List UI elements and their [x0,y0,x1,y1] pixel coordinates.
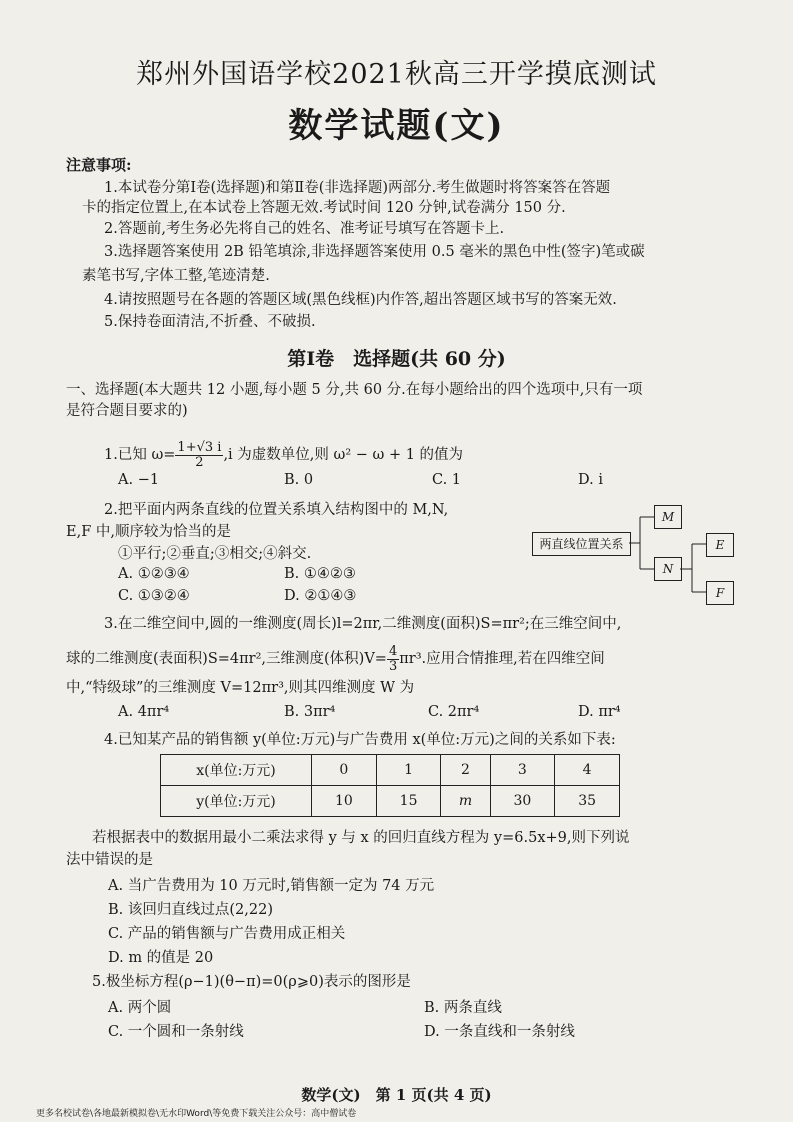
exam-subtitle: 数学试题(文) [288,106,505,146]
q3-text-b: πr³.应用合情推理,若在四维空间 [399,651,605,667]
question-1 [104,440,463,470]
q2-line: E,F 中,顺序较为恰当的是 [66,524,231,540]
notice-line: 5.保持卷面清洁,不折叠、不破损. [104,314,316,330]
q3-option-d: D. πr⁴ [578,704,621,720]
q2-option-c: C. ①③②④ [118,588,190,604]
q1-prefix: 1.已知 ω= [104,447,176,463]
table-cell: x(单位:万元) [161,755,312,786]
table-cell: y(单位:万元) [161,786,312,817]
section-title: 第Ⅰ卷 选择题(共 60 分) [287,348,506,370]
q5-option-a: A. 两个圆 [108,1000,172,1016]
table-cell: 15 [376,786,441,817]
q1-option-c: C. 1 [432,472,462,488]
table-cell: 35 [555,786,620,817]
table-cell: 10 [312,786,377,817]
q4-option-b: B. 该回归直线过点(2,22) [108,902,273,918]
q4-line: 4.已知某产品的销售额 y(单位:万元)与广告费用 x(单位:万元)之间的关系如下表: [104,732,616,748]
notice-line: 1.本试卷分第Ⅰ卷(选择题)和第Ⅱ卷(非选择题)两部分.考生做题时将答案答在答题 [104,180,611,196]
diagram-box-f: F [706,581,734,605]
exam-title: 郑州外国语学校2021秋高三开学摸底测试 [136,59,657,90]
notice-line: 2.答题前,考生务必先将自己的姓名、准考证号填写在答题卡上. [104,221,505,237]
q5-line: 5.极坐标方程(ρ−1)(θ−π)=0(ρ⩾0)表示的图形是 [92,974,411,990]
table-row [161,786,620,817]
q3-option-c: C. 2πr⁴ [428,704,480,720]
notice-line: 素笔书写,字体工整,笔迹清楚. [82,268,270,284]
q1-suffix: ,i 为虚数单位,则 ω² − ω + 1 的值为 [223,447,464,463]
q4-option-c: C. 产品的销售额与广告费用成正相关 [108,926,346,942]
q3-fraction [387,645,399,674]
q1-option-a: A. −1 [118,472,160,488]
q5-option-c: C. 一个圆和一条射线 [108,1024,244,1040]
table-row [161,755,620,786]
q1-option-b: B. 0 [284,472,314,488]
q1-fraction [175,441,223,470]
section-intro: 一、选择题(本大题共 12 小题,每小题 5 分,共 60 分.在每小题给出的四个选项中,只有一项 [66,382,643,398]
table-cell: 2 [441,755,490,786]
q2-option-b: B. ①④②③ [284,566,356,582]
diagram-root-box: 两直线位置关系 [532,532,631,556]
table-cell: 30 [490,786,555,817]
q3-text-a: 球的二维测度(表面积)S=4πr²,三维测度(体积)V= [66,651,387,667]
diagram-box-n: N [654,557,682,581]
footnote: 更多名校试卷\各地最新模拟卷\无水印Word\等免费下载关注公众号：高中僧试卷 [36,1109,357,1119]
table-cell: 0 [312,755,377,786]
q1-option-d: D. i [578,472,603,488]
notice-line: 卡的指定位置上,在本试卷上答题无效.考试时间 120 分钟,试卷满分 150 分. [82,200,566,216]
q1-denominator: 2 [195,454,204,470]
q4-data-table [160,754,620,817]
table-cell: 3 [490,755,555,786]
q3-line [66,644,605,674]
q2-line: ①平行;②垂直;③相交;④斜交. [118,546,312,562]
q2-line: 2.把平面内两条直线的位置关系填入结构图中的 M,N, [104,502,449,518]
q4-option-a: A. 当广告费用为 10 万元时,销售额一定为 74 万元 [108,878,435,894]
q2-option-d: D. ②①④③ [284,588,357,604]
q3-line: 3.在二维空间中,圆的一维测度(周长)l=2πr,二维测度(面积)S=πr²;在三维空间中, [104,616,622,632]
diagram-box-e: E [706,533,734,557]
table-cell: 4 [555,755,620,786]
q3-option-b: B. 3πr⁴ [284,704,336,720]
q5-option-b: B. 两条直线 [424,1000,502,1016]
section-intro: 是符合题目要求的) [66,403,188,419]
q3-line: 中,“特级球”的三维测度 V=12πr³,则其四维测度 W 为 [66,680,415,696]
q4-line: 若根据表中的数据用最小二乘法求得 y 与 x 的回归直线方程为 y=6.5x+9,则下列说 [92,830,630,846]
q4-line: 法中错误的是 [66,852,153,868]
q3-numerator: 4 [388,643,398,659]
q4-option-d: D. m 的值是 20 [108,950,214,966]
table-cell: m [441,786,490,817]
q2-option-a: A. ①②③④ [118,566,190,582]
diagram-box-m: M [654,505,682,529]
q3-denominator: 3 [388,658,398,674]
table-cell: 1 [376,755,441,786]
q1-numerator: 1+√3 i [177,439,222,455]
notice-line: 4.请按照题号在各题的答题区域(黑色线框)内作答,超出答题区域书写的答案无效. [104,292,617,308]
notice-heading: 注意事项: [66,156,132,174]
q3-option-a: A. 4πr⁴ [118,704,170,720]
notice-line: 3.选择题答案使用 2B 铅笔填涂,非选择题答案使用 0.5 毫米的黑色中性(签字)笔或碳 [104,244,645,260]
q5-option-d: D. 一条直线和一条射线 [424,1024,575,1040]
page-footer: 数学(文) 第 1 页(共 4 页) [301,1086,492,1104]
